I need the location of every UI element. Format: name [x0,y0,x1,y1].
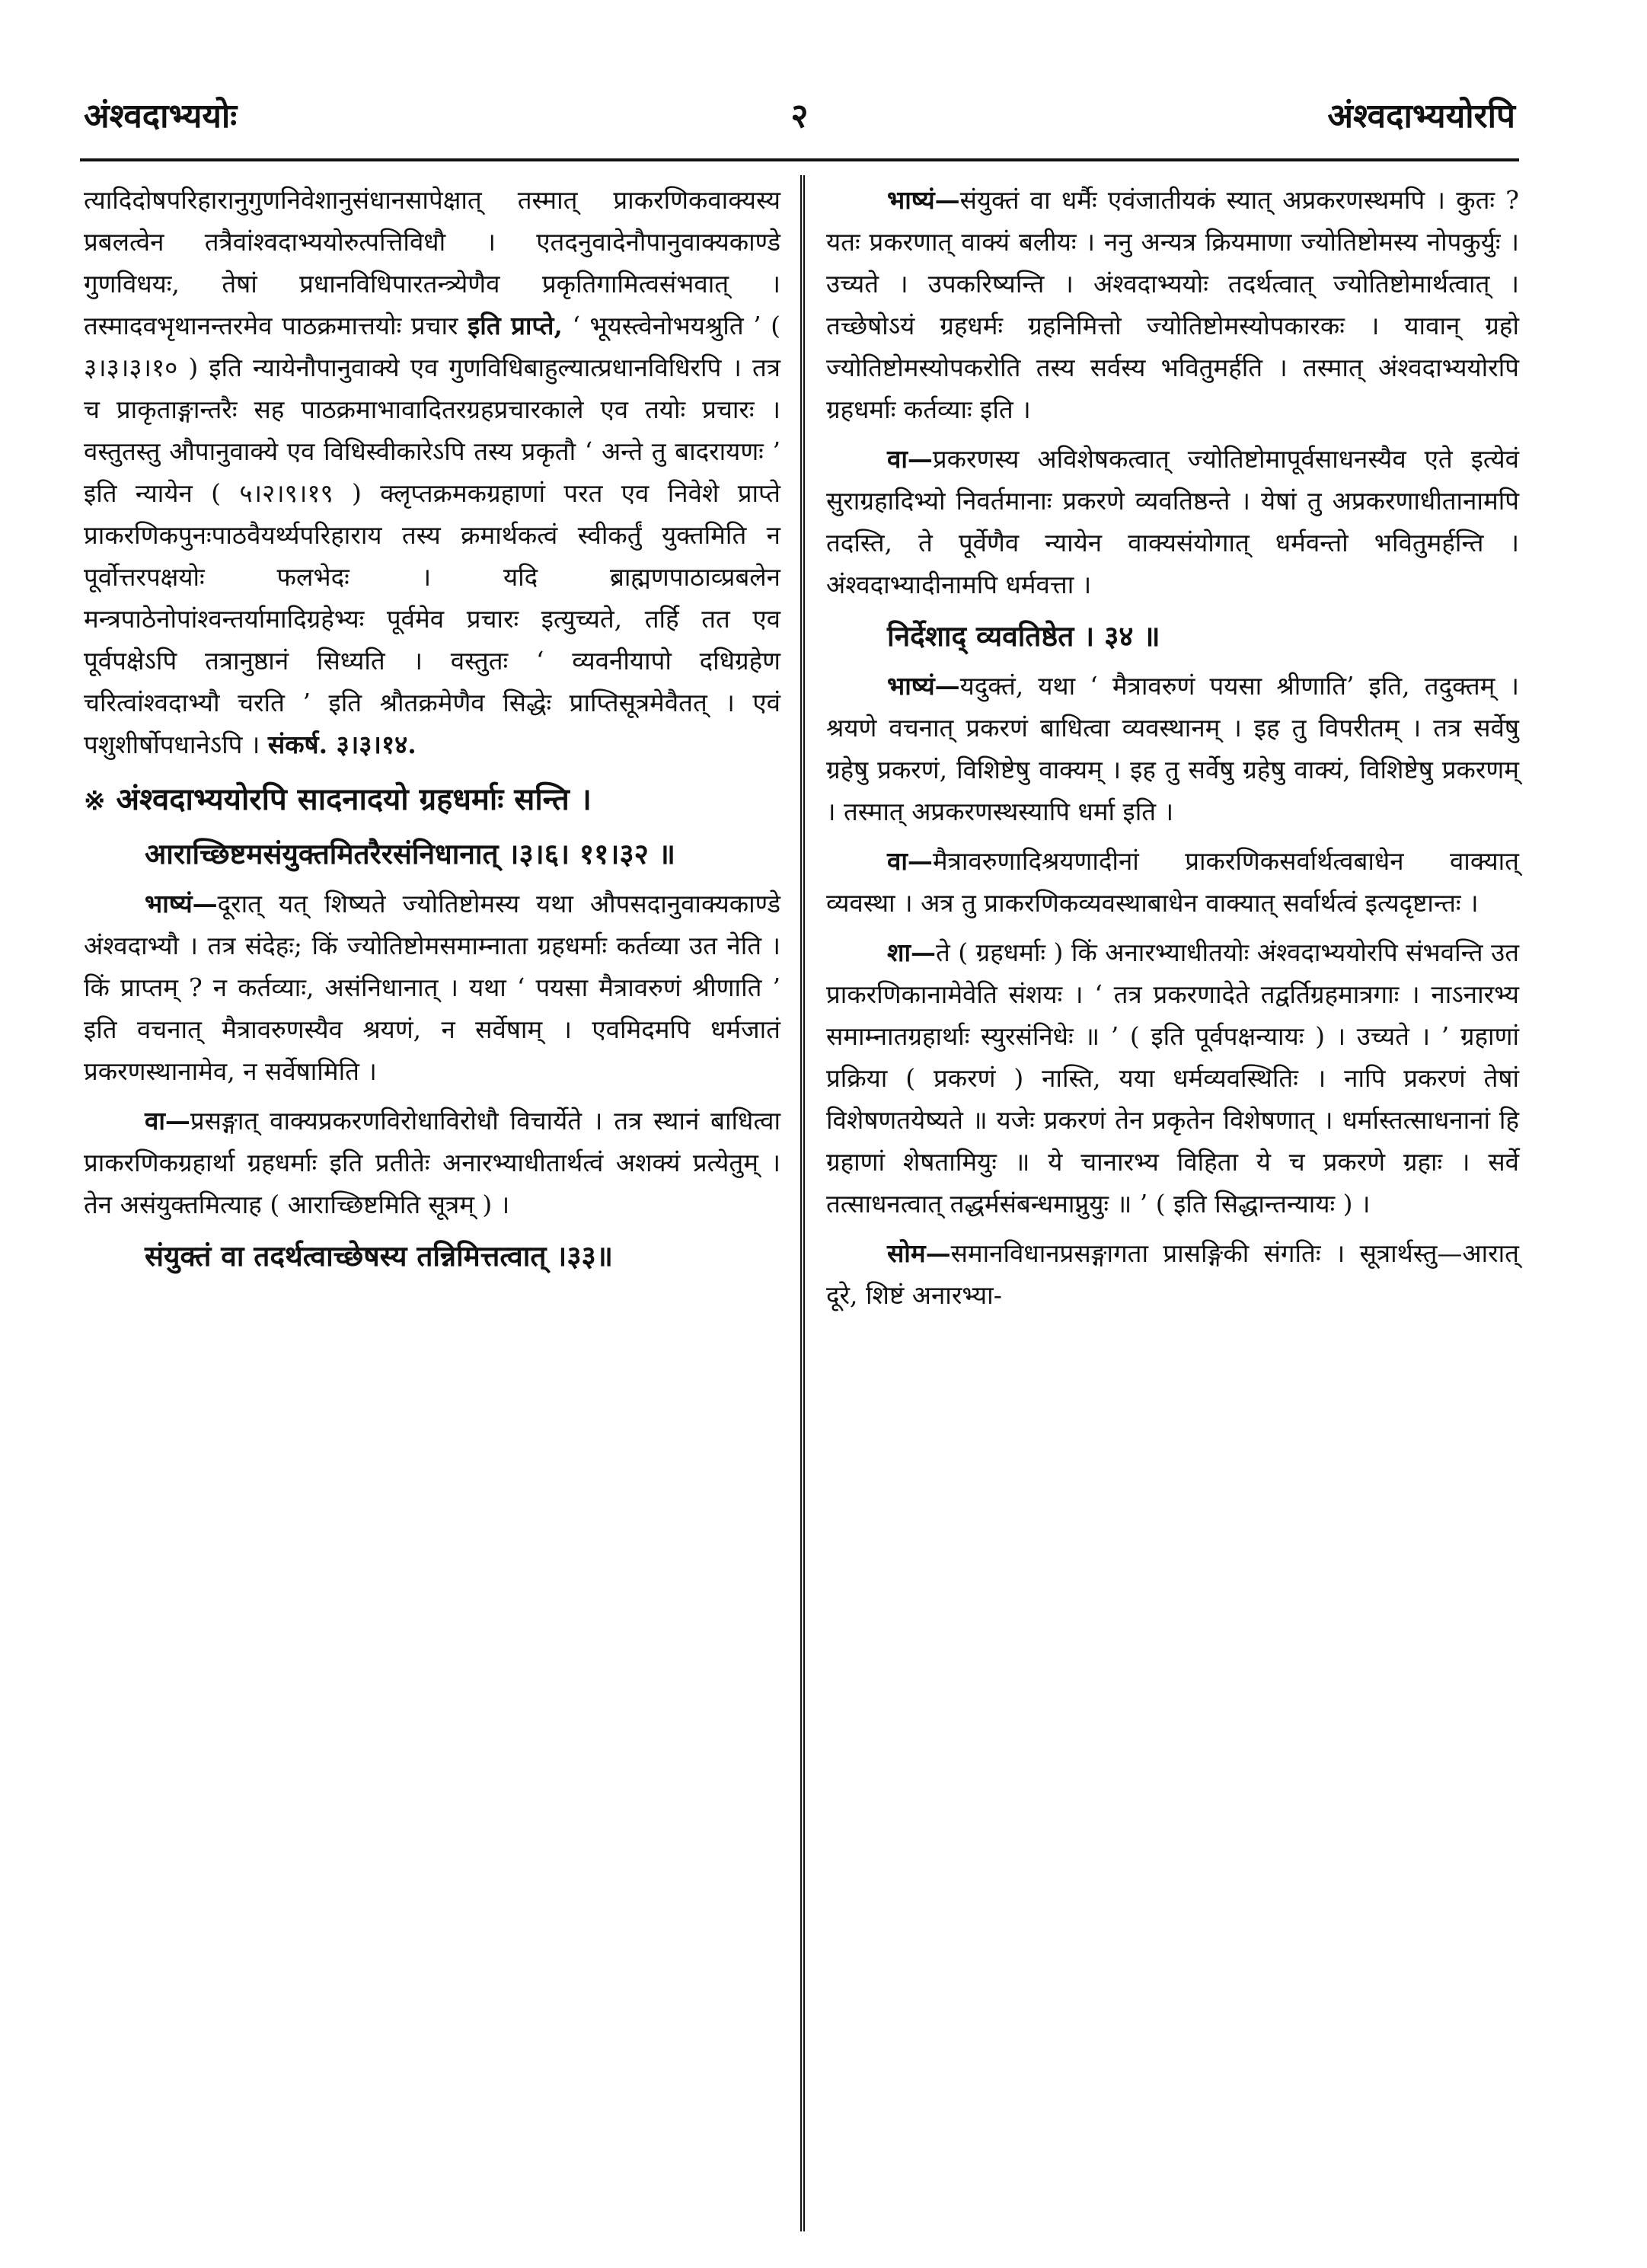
sutra-34: निर्देशाद् व्यवतिष्ठेत । ३४ ॥ [887,619,1160,653]
left-p1-reference: संकर्ष. ३।३।१४. [267,730,417,759]
right-bhashya-2-label: भाष्यं— [887,671,960,701]
left-bhashya-text: दूरात् यत् शिष्यते ज्योतिष्टोमस्य यथा औपसदानुवाक्यकाण्डे अंश्वदाभ्यौ । तत्र संदेहः; किं ज्योतिष्टोमसमाम्नाता ग्रहधर्माः कर्तव्या उत नेति । किं प्राप्तम् ? न कर्तव्याः, असंनिधानात् । यथा ‘ पयसा मैत्रावरुणं श्रीणाति ’ इति वचनात् मैत्रावरुणस्यैव श्रयणं, न सर्वेषाम् । एवमिदमपि धर्मजातं प्रकरणस्थानामेव, न सर्वेषामिति । [84,889,780,1086]
header-rule [80,158,1519,161]
right-somanatha [826,1232,1519,1316]
right-shastradipika [826,931,1519,1225]
left-p1b-text: ‘ भूयस्त्वेनोभयश्रुति ’ ( ३।३।३।१० ) इति न्यायेनौपानुवाक्ये एव गुणविधिबाहुल्यात्प्रधानविधिरपि । तत्र च प्राकृताङ्गान्तरैः सह पाठक्रमाभावादितरग्रहप्रचारकाले एव तयोः प्रचारः । वस्तुतस्तु औपानुवाक्ये एव विधिस्वीकारेऽपि तस्य प्रकृतौ ‘ अन्ते तु बादरायणः ’ इति न्यायेन ( ५।२।९।१९ ) क्लृप्तक्रमकग्रहाणां परत एव निवेशे प्राप्ते प्राकरणिकपुनःपाठवैयर्थ्यपरिहाराय तस्य क्रमार्थकत्वं स्वीकर्तुं युक्तमिति न पूर्वोत्तरपक्षयोः फलभेदः । यदि ब्राह्मणपाठाव्प्रबलेन मन्त्रपाठेनोपांश्वन्तर्यामादिग्रहेभ्यः पूर्वमेव प्रचारः इत्युच्यते, तर्हि तत एव पूर्वपक्षेऽपि तत्रानुष्ठानं सिध्यति । वस्तुतः ‘ व्यवनीयापो दधिग्रहेण चरित्वांश्वदाभ्यौ चरति ’ इति श्रौतक्रमेणैव सिद्धेः प्राप्तिसूत्रमेवैतत् । एवं पशुशीर्षोपधानेऽपि । [84,311,780,759]
right-bhashya-1 [826,179,1519,430]
right-bhashya-1-label: भाष्यं— [887,185,960,215]
right-vartika-2-text: मैत्रावरुणादिश्रयणादीनां प्राकरणिकसर्वार्थत्वबाधेन वाक्यात् व्यवस्था । अत्र तु प्राकरणिकव्यवस्थाबाधेन वाक्यात् सर्वार्थत्वं इत्यदृष्टान्तः । [826,846,1519,918]
right-column [826,179,1519,1316]
right-bhashya-2-text: यदुक्तं, यथा ‘ मैत्रावरुणं पयसा श्रीणाति’ इति, तदुक्तम् । श्रयणे वचनात् प्रकरणं बाधित्वा व्यवस्थानम् । इह तु विपरीतम् । तत्र सर्वेषु ग्रहेषु प्रकरणं, विशिष्टेषु वाक्यम् । इह तु सर्वेषु ग्रहेषु वाक्यं, विशिष्टेषु प्रकरणम् । तस्मात् अप्रकरणस्थस्यापि धर्मा इति । [826,671,1519,826]
running-head-right: अंश्वदाभ्ययोरपि [1327,97,1515,136]
right-vartika-2 [826,840,1519,924]
left-bhashya [84,883,780,1092]
right-bhashya-1-text: संयुक्तं वा धर्मैः एवंजातीयकं स्यात् अप्रकरणस्थमपि । कुतः ? यतः प्रकरणात् वाक्यं बलीयः । ननु अन्यत्र क्रियमाणा ज्योतिष्टोमस्य नोपकुर्युः । उच्यते । उपकरिष्यन्ति । अंश्वदाभ्ययोः तदर्थत्वात् ज्योतिष्टोमार्थत्वात् । तच्छेषोऽयं ग्रहधर्मः ग्रहनिमित्तो ज्योतिष्टोमस्योपकारकः । यावान् ग्रहो ज्योतिष्टोमस्योपकरोति तस्य सर्वस्य भवितुमर्हति । तस्मात् अंश्वदाभ्ययोरपि ग्रहधर्माः कर्तव्याः इति । [826,185,1519,424]
sutra-32: आराच्छिष्टमसंयुक्तमितरैरसंनिधानात् ।३।६। ११।३२ ॥ [145,837,675,870]
adhikarana-heading-text: अंश्वदाभ्ययोरपि सादनादयो ग्रहधर्माः सन्ति । [116,781,592,817]
page-number: २ [790,97,809,136]
right-vartika-1 [826,438,1519,605]
left-vartika [84,1100,780,1225]
left-vartika-text: प्रसङ्गात् वाक्यप्रकरणविरोधाविरोधौ विचार्येते । तत्र स्थानं बाधित्वा प्राकरणिकग्रहार्था ग्रहधर्माः इति प्रतीतेः अनारभ्याधीतार्थत्वं अशक्यं प्रत्येतुम् । तेन असंयुक्तमित्याह ( आराच्छिष्टमिति सूत्रम् ) । [84,1106,780,1219]
left-bhashya-label: भाष्यं— [145,889,218,918]
right-vartika-2-label: वा— [887,846,933,876]
right-vartika-1-label: वा— [887,444,933,474]
left-paragraph-1 [84,179,780,765]
left-p1-text: त्यादिदोषपरिहारानुगुणनिवेशानुसंधानसापेक्षात् तस्मात् प्राकरणिकवाक्यस्य प्रबलत्वेन तत्रैवांश्वदाभ्ययोरुत्पत्तिविधौ । एतदनुवादेनौपानुवाक्यकाण्डे गुणविधयः, तेषां प्रधानविधिपारतन्त्र्येणैव प्रकृतिगामित्वसंभवात् । तस्मादवभृथानन्तरमेव पाठक्रमात्तयोः प्रचार [84,185,780,340]
sutra-33: संयुक्तं वा तदर्थत्वाच्छेषस्य तन्निमित्तत्वात् ।३३॥ [145,1239,613,1273]
page-header [84,91,1515,152]
right-somanatha-text: समानविधानप्रसङ्गागता प्रासङ्गिकी संगतिः । सूत्रार्थस्तु—आरात् दूरे, शिष्टं अनारभ्या- [826,1238,1519,1310]
adhikarana-mark-icon: ※ [84,786,106,816]
right-bhashya-2 [826,665,1519,832]
left-column [84,179,780,1277]
right-shastradipika-label: शा— [887,938,936,967]
left-p1-bold: इति प्राप्ते, [468,311,563,340]
column-divider [800,175,805,2231]
right-shastradipika-text: ते ( ग्रहधर्माः ) किं अनारभ्याधीतयोः अंश्वदाभ्ययोरपि संभवन्ति उत प्राकरणिकानामेवेति संशयः । ‘ तत्र प्रकरणादेते तद्वर्तिग्रहमात्रगाः । नाऽनारभ्य समाम्नातग्रहार्थाः स्युरसंनिधेः ॥ ’ ( इति पूर्वपक्षन्यायः ) । उच्यते । ’ ग्रहाणां प्रक्रिया ( प्रकरणं ) नास्ति, यया धर्मव्यवस्थितिः । नापि प्रकरणं तेषां विशेषणतयेष्यते ॥ यजेः प्रकरणं तेन प्रकृतेन विशेषणात् । धर्मास्तत्साधनानां हि ग्रहाणां शेषतामियुः ॥ ये चानारभ्य विहिता ये च प्रकरणे ग्रहाः । सर्वे तत्साधनत्वात् तद्धर्मसंबन्धमाप्नुयुः ॥ ’ ( इति सिद्धान्तन्यायः ) । [826,938,1520,1219]
adhikarana-heading [84,778,780,823]
left-vartika-label: वा— [145,1106,190,1136]
running-head-left: अंश्वदाभ्ययोः [84,97,238,136]
right-somanatha-label: सोम— [887,1238,951,1268]
right-vartika-1-text: प्रकरणस्य अविशेषकत्वात् ज्योतिष्टोमापूर्वसाधनस्यैव एते इत्येवं सुराग्रहादिभ्यो निवर्तमानाः प्रकरणे व्यवतिष्ठन्ते । येषां तु अप्रकरणाधीतानामपि तदस्ति, ते पूर्वेणैव न्यायेन वाक्यसंयोगात् धर्मवन्तो भवितुमर्हन्ति । अंश्वदाभ्यादीनामपि धर्मवत्ता । [826,444,1519,599]
